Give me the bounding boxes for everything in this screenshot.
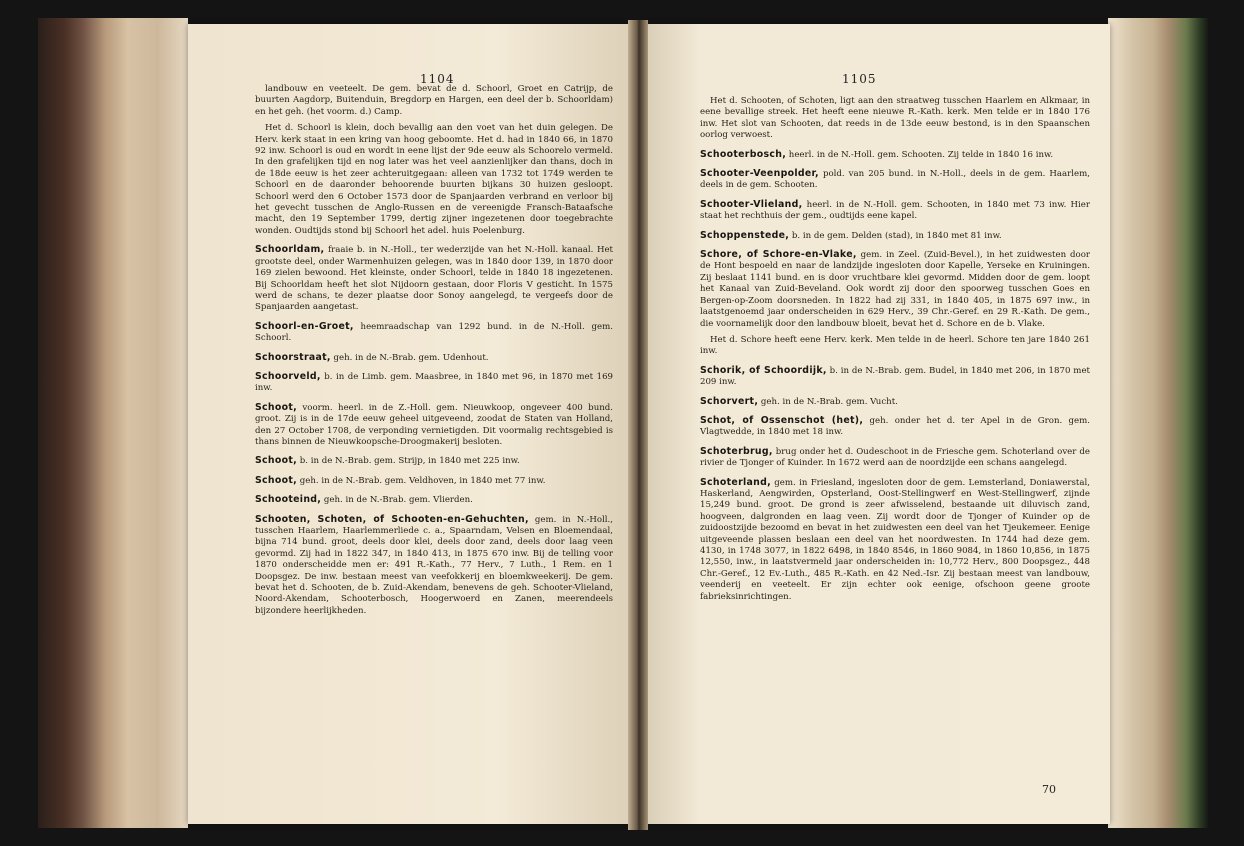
paragraph [700,335,1090,358]
entry-text: geh. in de N.-Brab. gem. Veldhoven, in 1840 met 77 inw. [297,475,546,486]
entry-headword: Schoorveld, [255,370,321,382]
entry-headword: Schoorl-en-Groet, [255,320,354,332]
dictionary-entry [255,352,613,364]
entry-text: geh. in de N.-Brab. gem. Vucht. [758,396,898,407]
dictionary-entry [700,396,1090,408]
entry-headword: Schorik, of Schoordijk, [700,364,827,376]
entry-text: geh. in de N.-Brab. gem. Vlierden. [321,495,473,506]
book-gutter [628,20,648,830]
entry-text: gem. in Friesland, ingesloten door de gem. Lemsterland, Doniawerstal, Haskerland, Aengwirden, Opsterland, Oost-Stellingwerf en West-Stellingwerf, zijnde 15,249 bund. groot. De grond is zeer afwisselend, bestaande uit diluvisch zand, hoogveen, dalgronden en laag veen. Zij wordt door de Tjonger of Kuinder op de zuidoostzijde bezoomd en bevat in het zuidwesten een deel van het Tjeukemeer. Eenige uitgeveende plassen beslaan een deel van het noordwesten. In 1744 had deze gem. 4130, in 1748 3077, in 1822 6498, in 1840 8546, in 1860 9084, in 1860 10,856, in 1875 12,550, inw., in laatstvermeld jaar onderscheiden in: 10,772 Herv., 800 Doopsgez., 448 Chr.-Geref., 12 Ev.-Luth., 485 R.-Kath. en 42 Ned.-Isr. Zij bestaan meest van landbouw, veenderij en veeteelt. Er zijn echter ook eenige, ofschoon geene groote fabrieksinrichtingen. [700,477,1090,602]
dictionary-entry [700,230,1090,242]
entry-headword: Schooten, Schoten, of Schooten-en-Gehuchten, [255,513,529,525]
dictionary-entry [700,446,1090,470]
entry-headword: Schore, of Schore-en-Vlake, [700,249,857,261]
entry-headword: Schoot, [255,455,298,467]
entry-text: b. in de N.-Brab. gem. Strijp, in 1840 met 225 inw. [297,456,520,467]
entry-text: pold. van 205 bund. in N.-Holl., deels in de gem. Haarlem, deels in de gem. Schooten. [700,169,1090,191]
dictionary-entry [700,149,1090,161]
signature-mark: 70 [1042,783,1056,796]
entry-text: heerl. in de N.-Holl. gem. Schooten, in 1840 met 73 inw. Hier staat het rechthuis der gem., oudtijds eene kapel. [700,199,1090,222]
entry-headword: Schot, of Ossenschot (het), [700,414,864,426]
entry-headword: Schoterbrug, [700,445,773,457]
entry-text: heerl. in de N.-Holl. gem. Schooten. Zij telde in 1840 16 inw. [786,149,1054,160]
entry-text: geh. in de N.-Brab. gem. Udenhout. [330,352,489,363]
entry-headword: Schoorldam, [255,244,325,256]
dictionary-entry [255,321,613,345]
entry-text: gem. in N.-Holl., tusschen Haarlem, Haarlemmerliede c. a., Spaarndam, Velsen en Bloemendaal, bijna 714 bund. groot, deels door klei, deels door zand, deels door laag veen gevormd. Zij had in 1822 347, in 1840 413, in 1875 670 inw. Bij de telling voor 1870 onderscheidde men er: 491 R.-Kath., 77 Herv., 7 Luth., 1 Rem. en 1 Doopsgez. De inw. bestaan meest van veefokkerij en bloemkweekerij. De gem. bevat het d. Schooten, de b. Zuid-Akendam, benevens de geh. Schooter-Vlieland, Noord-Akendam, Schooterbosch, Hoogerwoerd en Zanen, meerendeels bijzondere heerlijkheden. [255,514,613,616]
dictionary-entry [700,415,1090,439]
entry-text: heemraadschap van 1292 bund. in de N.-Holl. gem. Schoorl. [255,321,613,344]
dictionary-entry [700,199,1090,223]
paragraph [700,96,1090,142]
entry-headword: Schooterbosch, [700,148,787,160]
paragraph [255,84,613,118]
dictionary-entry [255,402,613,449]
dictionary-entry [255,514,613,618]
entry-headword: Schoterland, [700,476,771,488]
entry-text: geh. onder het d. ter Apel in de Gron. gem. Vlagtwedde, in 1840 met 18 inw. [700,415,1091,438]
paragraph [255,123,613,237]
entry-text: brug onder het d. Oudeschoot in de Friesche gem. Schoterland over de rivier de Tjonger of Kuinder. In 1672 werd aan de noordzijde een schans aangelegd. [700,446,1090,469]
right-text-column [700,96,1090,608]
left-text-column [255,84,613,622]
left-page-number: 1104 [420,72,455,86]
right-page-edges [1108,18,1208,828]
dictionary-entry [700,249,1090,330]
entry-text: b. in de Limb. gem. Maasbree, in 1840 met 96, in 1870 met 169 inw. [255,371,613,394]
right-page-number: 1105 [842,72,877,86]
dictionary-entry [700,477,1090,603]
entry-text: b. in de N.-Brab. gem. Budel, in 1840 met 206, in 1870 met 209 inw. [700,365,1090,388]
entry-text: fraaie b. in N.-Holl., ter wederzijde van het N.-Holl. kanaal. Het grootste deel, onder Warmenhuizen gelegen, was in 1840 door 139, in 1870 door 169 zielen bewoond. Het kleinste, onder Schoorl, telde in 1840 18 ingezetenen. Bij Schoorldam heeft het slot Nijdoorn gestaan, door Floris V gesticht. In 1575 werd de schans, te dezer plaatse door Sonoy aangelegd, te vergeefs door de Spanjaarden aangetast. [255,245,613,313]
entry-headword: Schorvert, [700,395,759,407]
entry-headword: Schooteind, [255,494,322,506]
entry-headword: Schooter-Veenpolder, [700,168,819,180]
entry-headword: Schoppenstede, [700,229,790,241]
dictionary-entry [255,244,613,313]
left-page-edges [38,18,188,828]
entry-headword: Schoot, [255,474,298,486]
dictionary-entry [700,168,1090,192]
entry-text: voorm. heerl. in de Z.-Holl. gem. Nieuwkoop, ongeveer 400 bund. groot. Zij is in de 17de eeuw geheel uitgeveend, zoodat de Staten van Holland, den 27 October 1708, de verponding vernietigden. Dit voormalig rechtsgebied is thans binnen de Nieuwkoopsche-Droogmakerij besloten. [255,402,613,447]
entry-headword: Schoorstraat, [255,351,331,363]
dictionary-entry [255,371,613,395]
dictionary-entry [255,475,613,487]
entry-text: b. in de gem. Delden (stad), in 1840 met 81 inw. [789,230,1002,241]
entry-text: Het d. Schooten, of Schoten, ligt aan den straatweg tusschen Haarlem en Alkmaar, in eene bevallige streek. Het heeft eene nieuwe R.-Kath. kerk. Men telde er in 1840 176 inw. Het slot van Schooten, dat reeds in de 13de eeuw bestond, is in den Spaanschen oorlog verwoest. [700,96,1090,141]
entry-headword: Schoot, [255,401,298,413]
dictionary-entry [255,494,613,506]
entry-text: landbouw en veeteelt. De gem. bevat de d. Schoorl, Groet en Catrijp, de buurten Aagdorp, Buitenduin, Bregdorp en Hargen, een deel der b. Schoorldam) en het geh. (het voorm. d.) Camp. [255,84,613,117]
entry-headword: Schooter-Vlieland, [700,198,803,210]
dictionary-entry [255,455,613,467]
dictionary-entry [700,365,1090,389]
entry-text: Het d. Schore heeft eene Herv. kerk. Men telde in de heerl. Schore ten jare 1840 261 inw. [700,334,1090,357]
entry-text: gem. in Zeel. (Zuid-Bevel.), in het zuidwesten door de Hont bespoeld en naar de landzijde ingesloten door Kapelle, Yerseke en Kruiningen. Zij beslaat 1141 bund. en is door vruchtbare klei gevormd. Midden door de gem. loopt het Kanaal van Zuid-Beveland. Ook wordt zij door den spoorweg tusschen Goes en Bergen-op-Zoom doorsneden. In 1822 had zij 331, in 1840 405, in 1875 697 inw., in laatstgenoemd jaar onderscheiden in 629 Herv., 39 Chr.-Geref. en 29 R.-Kath. De gem., die voornamelijk door den landbouw bloeit, bevat het d. Schore en de b. Vlake. [700,250,1090,329]
entry-text: Het d. Schoorl is klein, doch bevallig aan den voet van het duin gelegen. De Herv. kerk staat in een kring van hoog geboomte. Het d. had in 1840 66, in 1870 92 inw. Schoorl is oud en wordt in eene lijst der 9de eeuw als Schoorelo vermeld. In den grafelijken tijd en nog later was het veel aanzienlijker dan thans, doch in de 18de eeuw is het zeer achteruitgegaan: alleen van 1732 tot 1749 werden te Schoorl en de daaronder behoorende buurten bijkans 30 huizen gesloopt. Schoorl werd den 6 October 1573 door de Spanjaarden verbrand en verloor bij het gevecht tusschen de Anglo-Russen en de vereenigde Fransch-Bataafsche macht, den 19 September 1799, dertig zijner ingezetenen door toegebrachte wonden. Oudtijds stond bij Schoorl het adel. huis Poelenburg. [255,123,613,236]
